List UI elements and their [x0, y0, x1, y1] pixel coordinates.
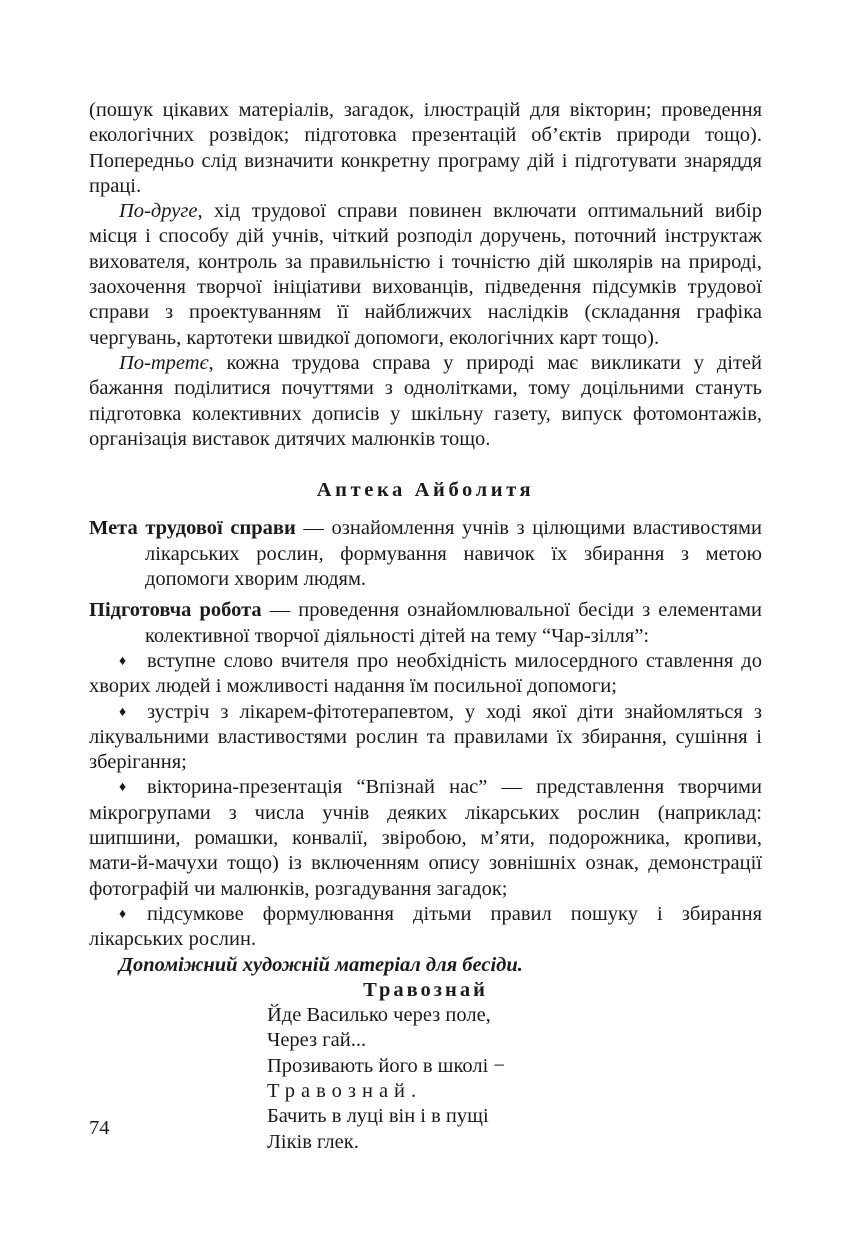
poem-line: Травознай.	[267, 1079, 423, 1102]
poem-line: Через гай...	[267, 1029, 367, 1052]
list-item-text: вікторина-презентація “Впізнай нас” — представлення творчими мікрогрупами з числа учнів деяких лікарських рослин (наприклад: шипшини, ромашки, конвалії, звіробою, м’яти, подорожника, кропиви, мати-й-мачухи тощо) із включенням опису зовнішніх ознак, демонстрації фотографій чи малюнків, розгадування загадок;	[89, 776, 762, 900]
paragraph-second-lead: По-друге	[119, 200, 198, 223]
page-number: 74	[89, 1117, 110, 1139]
paragraph-third-text: , кожна трудова справа у природі має викликати у дітей бажання поділитися почуттями з однолітками, тому доцільними стануть підготовка колективних дописів у шкільну газету, випуск фотомонтажів, організація виставок дитячих малюнків тощо.	[89, 351, 762, 450]
list-item	[89, 700, 762, 776]
poem-title: Травознай	[363, 978, 488, 1001]
section-title: Аптека Айболитя	[316, 479, 535, 502]
list-item	[89, 649, 762, 700]
diamond-bullet-icon: ♦	[119, 906, 127, 922]
aux-material-heading: Допоміжний художній матеріал для бесіди.	[119, 953, 523, 976]
list-item-text: вступне слово вчителя про необхідність милосердного ставлення до хворих людей і можливості надання їм посильної допомоги;	[89, 649, 762, 698]
prep-label: Підготовча робота	[89, 599, 262, 622]
list-item-text: підсумкове формулювання дітьми правил пошуку і збирання лікарських рослин.	[89, 902, 762, 951]
diamond-bullet-icon: ♦	[119, 780, 127, 796]
prep-paragraph	[89, 598, 762, 649]
poem-line: Бачить в луці він і в пущі	[267, 1105, 489, 1128]
prep-text: — проведення ознайомлювальної бесіди з елементами колективної творчої діяльності дітей на тему “Чар-зілля”:	[145, 599, 762, 647]
diamond-bullet-icon: ♦	[119, 653, 127, 669]
poem-line: Ліків глек.	[267, 1130, 359, 1153]
paragraph-third-lead: По-третє	[119, 351, 209, 374]
paragraph-second-text: , хід трудової справи повинен включати оптимальний вибір місця і способу дій учнів, чіткий розподіл доручень, поточний інструктаж вихователя, контроль за правильністю і точністю дій школярів на природі, заохочення творчої ініціативи вихованців, підведення підсумків трудової справи з проектуванням її найближчих наслідків (складання графіка чергувань, картотеки швидкої допомоги, екологічних карт тощо).	[89, 200, 762, 349]
goal-text: — ознайомлення учнів з цілющими властивостями лікарських рослин, формування навичок їх збирання з метою допомоги хворим людям.	[145, 517, 763, 591]
diamond-bullet-icon: ♦	[119, 704, 127, 720]
paragraph-second	[89, 199, 762, 351]
poem	[267, 1003, 762, 1155]
paragraph-third	[89, 351, 762, 452]
poem-line: Прозивають його в школі −	[267, 1054, 505, 1077]
page-text	[89, 98, 762, 1155]
list-item	[89, 775, 762, 901]
goal-label: Мета трудової справи	[89, 517, 296, 540]
poem-line: Йде Василько через поле,	[267, 1004, 491, 1027]
goal-paragraph	[89, 516, 762, 592]
list-item	[89, 902, 762, 953]
list-item-text: зустріч з лікарем-фітотерапевтом, у ході якої діти знайомляться з лікувальними властивостями рослин та правилами їх збирання, сушіння і зберігання;	[89, 700, 762, 774]
paragraph-intro: (пошук цікавих матеріалів, загадок, ілюстрацій для вікторин; проведення екологічних розвідок; підготовка презентацій об’єктів природи тощо). Попередньо слід визначити конкретну програму дій і підготувати знаряддя праці.	[89, 99, 762, 197]
